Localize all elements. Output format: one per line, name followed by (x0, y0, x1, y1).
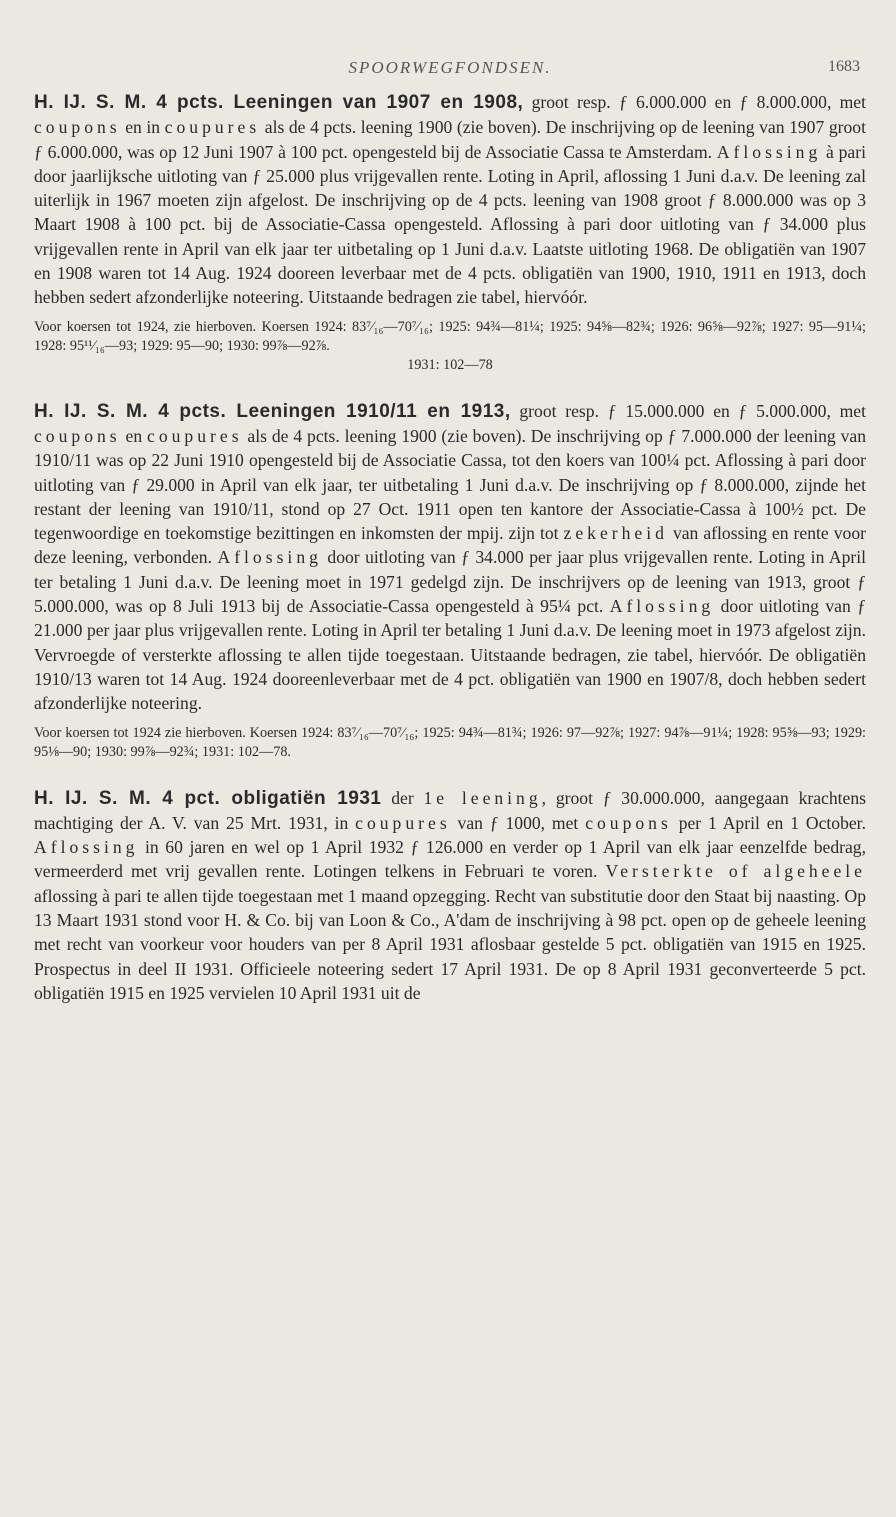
text-run: der (381, 787, 424, 808)
text-run: aflossing à pari te allen tijde toegestaan met 1 maand opzegging. Recht van substitutie door den Staat bij naasting. Op 13 Maart 1931 stond voor H. & Co. bij van Loon & Co., A'dam de inschrijving à 98 pct. open op de geheele leening met recht van voorkeur voor houders van per 8 April 1931 aflosbaar gestelde 5 pct. obligatiën van 1915 en 1925. Prospectus in deel II 1931. Officieele noteering sedert 17 April 1931. De op 8 April 1931 geconverteerde 5 pct. obligatiën 1915 en 1925 vervielen 10 April 1931 uit de (34, 885, 866, 1003)
section-paragraph (34, 786, 866, 1006)
text-run: groot resp. ƒ 15.000.000 en ƒ 5.000.000, met (510, 400, 866, 421)
section-leeningen-1910-1913 (34, 399, 866, 762)
text-run: en (120, 425, 148, 446)
emphasis-text: Aflossing (34, 837, 139, 858)
text-run: door uitloting van ƒ 21.000 per jaar plus vrijgevallen rente. Loting in April ter betaling 1 Juni d.a.v. De leening moet in 1973 afgelost zijn. Vervroegde of versterkte aflossing te allen tijde toegestaan. Uitstaande bedragen, zie tabel, hiervóór. De obligatiën 1910/13 waren tot 14 Aug. 1924 dooreenleverbaar met de 4 pct. obligatiën van 1900 en 1907/8, doch hebben sedert afzonderlijke noteering. (34, 596, 866, 714)
section-heading: H. IJ. S. M. 4 pct. obligatiën 1931 (34, 787, 382, 809)
section-paragraph (34, 399, 866, 716)
text-run: van ƒ 1000, met (450, 812, 586, 833)
emphasis-text: coupures (147, 425, 243, 446)
emphasis-text: coupures (355, 812, 451, 833)
section-heading: H. IJ. S. M. 4 pcts. Leeningen van 1907 en 1908, (34, 92, 524, 113)
text-run: groot resp. ƒ 6.000.000 en ƒ 8.000.000, met (523, 92, 866, 112)
text-run: per 1 April en 1 October. (671, 812, 866, 833)
emphasis-text: 1e leening (423, 787, 542, 808)
text-run: als de 4 pcts. leening 1900 (zie boven). De inschrijving op de leening van 1907 groot ƒ 6.000.000, was op 12 Juni 1907 à 100 pct. opengesteld bij de Associatie Cassa te Amsterdam. (34, 117, 866, 162)
emphasis-text: coupons (34, 425, 121, 446)
emphasis-text: Aflossing (217, 547, 322, 568)
emphasis-text: coupures (164, 117, 261, 138)
emphasis-text: Aflossing (609, 596, 715, 617)
section-leeningen-1907-1908 (34, 90, 866, 375)
emphasis-text: coupons (34, 117, 121, 138)
text-run: en in (120, 117, 165, 138)
koersen-text: Voor koersen tot 1924 zie hierboven. Koersen 1924: 83⁷⁄₁₆—70⁷⁄₁₆; 1925: 94¾—81¾; 1926: 97—92⅞; 1927: 94⅞—91¼; 1928: 95⅝—93; 1929: 95⅛—90; 1930: 99⅞—92¾; 1931: 102—78. (34, 724, 866, 760)
koersen-last-line: 1931: 102—78 (407, 356, 493, 373)
emphasis-text: zekerheid (563, 523, 668, 544)
emphasis-text: coupons (585, 812, 672, 833)
text-run: à pari door jaarlijksche uitloting van ƒ 25.000 plus vrijgevallen rente. Loting in April, aflossing 1 Juni d.a.v. De leening zal uiterlijk in 1967 moeten zijn afgelost. De inschrijving op de 4 pcts. leening van 1908 groot ƒ 8.000.000 was op 3 Maart 1908 à 100 pct. bij de Associatie-Cassa opengesteld. Aflossing à pari door uitloting van ƒ 34.000 plus vrijgevallen rente in April van elk jaar ter uitbetaling op 1 Juni d.a.v. Laatste uitloting 1968. De obligatiën van 1907 en 1908 waren tot 14 Aug. 1924 dooreen leverbaar met de 4 pcts. obligatiën van 1900, 1910, 1911 en 1913, doch hebben sedert afzonderlijke noteering. Uitstaande bedragen zie tabel, hiervóór. (34, 141, 866, 308)
text-run: in 60 jaren en wel op 1 April 1932 ƒ 126.000 en verder op 1 April van elk jaar eenzelfde bedrag, vermeerderd met vrij gevallen rente. Lotingen telkens in Februari te voren. (34, 837, 866, 882)
koersen-note (34, 724, 866, 762)
koersen-text: Voor koersen tot 1924, zie hierboven. Koersen 1924: 83⁷⁄₁₆—70⁷⁄₁₆; 1925: 94¾—81¼; 1925: 94⅝—82¾; 1926: 96⅝—92⅞; 1927: 95—91¼; 1928: 95¹¹⁄₁₆—93; 1929: 95—90; 1930: 99⅞—92⅞. (34, 318, 866, 354)
section-paragraph (34, 90, 866, 310)
text-run: van aflossing en rente voor deze leening, verbonden. (34, 523, 866, 568)
section-obligatien-1931 (34, 786, 866, 1006)
section-heading: H. IJ. S. M. 4 pcts. Leeningen 1910/11 en 1913, (34, 400, 511, 422)
text-run: , groot ƒ 30.000.000, aangegaan krachtens machtiging der A. V. van 25 Mrt. 1931, in (34, 787, 867, 833)
text-run: als de 4 pcts. leening 1900 (zie boven). De inschrijving op ƒ 7.000.000 der leening van 1910/11 was op 22 Juni 1910 opengesteld bij de Associatie Cassa, tot den koers van 100¼ pct. Aflossing à pari door uitloting van ƒ 29.000 in April van elk jaar, ter uitbetaling 1 Juni d.a.v. De inschrijving op ƒ 8.000.000, zijnde het restant der leening van 1910/11, stond op 27 Oct. 1911 open ten kantore der Associatie-Cassa à 100½ pct. De tegenwoordige en toekomstige bezittingen en inkomsten der mpij. zijn tot (34, 425, 867, 544)
emphasis-text: Versterkte of algeheele (605, 861, 866, 882)
emphasis-text: Aflossing (716, 141, 822, 162)
page-number: 1683 (828, 58, 860, 75)
running-title: SPOORWEGFONDSEN. (348, 58, 552, 77)
running-header (34, 58, 866, 88)
text-run: door uitloting van ƒ 34.000 per jaar plus vrijgevallen rente. Loting in April ter betaling 1 Juni d.a.v. De leening moet in 1971 gedelgd zijn. De inschrijvers op de leening van 1913, groot ƒ 5.000.000, was op 8 Juli 1913 bij de Associatie-Cassa opengesteld à 95¼ pct. (34, 547, 866, 617)
koersen-note (34, 318, 866, 375)
